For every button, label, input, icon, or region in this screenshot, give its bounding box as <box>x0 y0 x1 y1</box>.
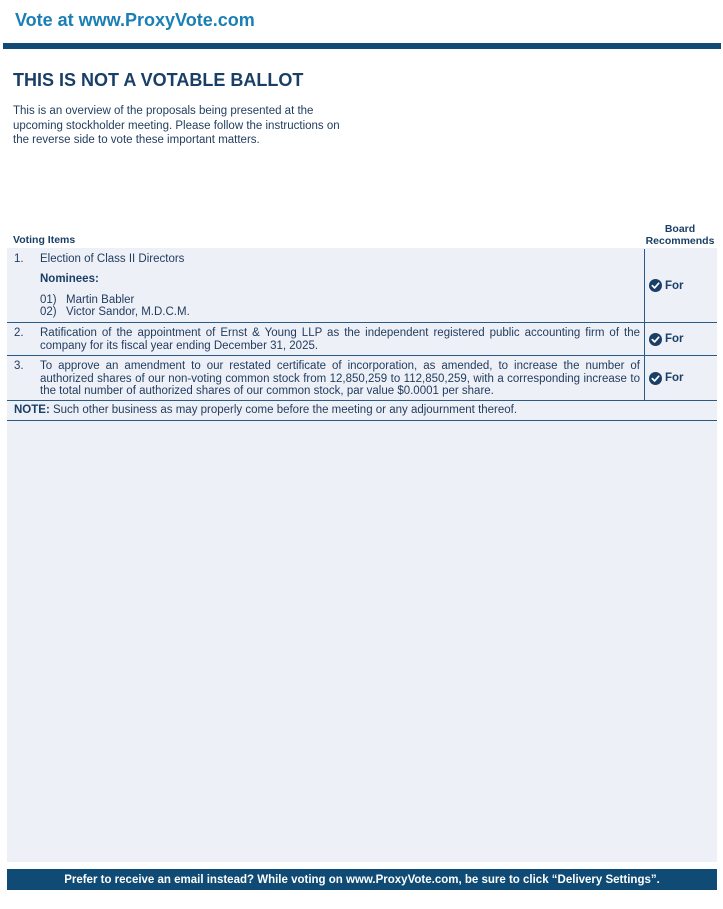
nominee-item <box>40 306 190 318</box>
board-recommendation <box>644 249 717 322</box>
proposal-row-3 <box>7 356 717 401</box>
proposal-text: To approve an amendment to our restated certificate of incorporation, as amended, to increase the number of authorized shares of our non-voting common stock from 12,850,259 to 112,850,259, with a corresponding increase to the total number of authorized shares of our common stock, par value $0.0001 per share. <box>40 360 640 398</box>
check-circle-icon <box>649 333 662 346</box>
proposal-row-2 <box>7 323 717 356</box>
note-label: NOTE: <box>14 404 50 416</box>
board-recommends-line2: Recommends <box>645 235 715 247</box>
nominee-index: 01) <box>40 294 57 306</box>
nominee-name: Martin Babler <box>66 294 135 306</box>
board-recommendation <box>644 323 717 355</box>
proposal-row-1 <box>7 249 717 323</box>
proposal-number: 2. <box>14 327 24 339</box>
ballot-title: THIS IS NOT A VOTABLE BALLOT <box>13 70 304 90</box>
board-recommends-header <box>644 223 716 247</box>
header-title: Vote at www.ProxyVote.com <box>15 10 255 30</box>
recommendation-text: For <box>665 279 684 292</box>
proposal-number: 1. <box>14 253 24 265</box>
nominee-item <box>40 294 134 306</box>
proposal-text: Election of Class II Directors <box>40 253 185 265</box>
check-circle-icon <box>649 372 662 385</box>
board-recommendation <box>644 356 717 400</box>
header-rule <box>3 43 721 49</box>
board-recommends-line1: Board <box>664 223 696 235</box>
recommendation-text: For <box>665 372 684 384</box>
footer-banner <box>7 869 717 890</box>
proposal-text: Ratification of the appointment of Ernst & Young LLP as the independent registered public accounting firm of the company for its fiscal year ending December 31, 2025. <box>40 327 640 352</box>
footer-text: Prefer to receive an email instead? While voting on www.ProxyVote.com, be sure to click “Delivery Settings”. <box>64 873 660 886</box>
note-row <box>7 401 717 421</box>
recommendation-text: For <box>665 333 684 345</box>
proposal-number: 3. <box>14 360 24 372</box>
check-circle-icon <box>649 279 662 292</box>
nominee-index: 02) <box>40 306 57 318</box>
voting-items-header: Voting Items <box>13 234 76 246</box>
note-text: Such other business as may properly come before the meeting or any adjournment thereof. <box>49 404 518 416</box>
nominee-name: Victor Sandor, M.D.C.M. <box>66 306 190 318</box>
intro-text: This is an overview of the proposals being presented at the upcoming stockholder meeting. Please follow the instructions on the reverse side to vote these important matters. <box>13 105 340 147</box>
nominees-label: Nominees: <box>40 273 99 285</box>
